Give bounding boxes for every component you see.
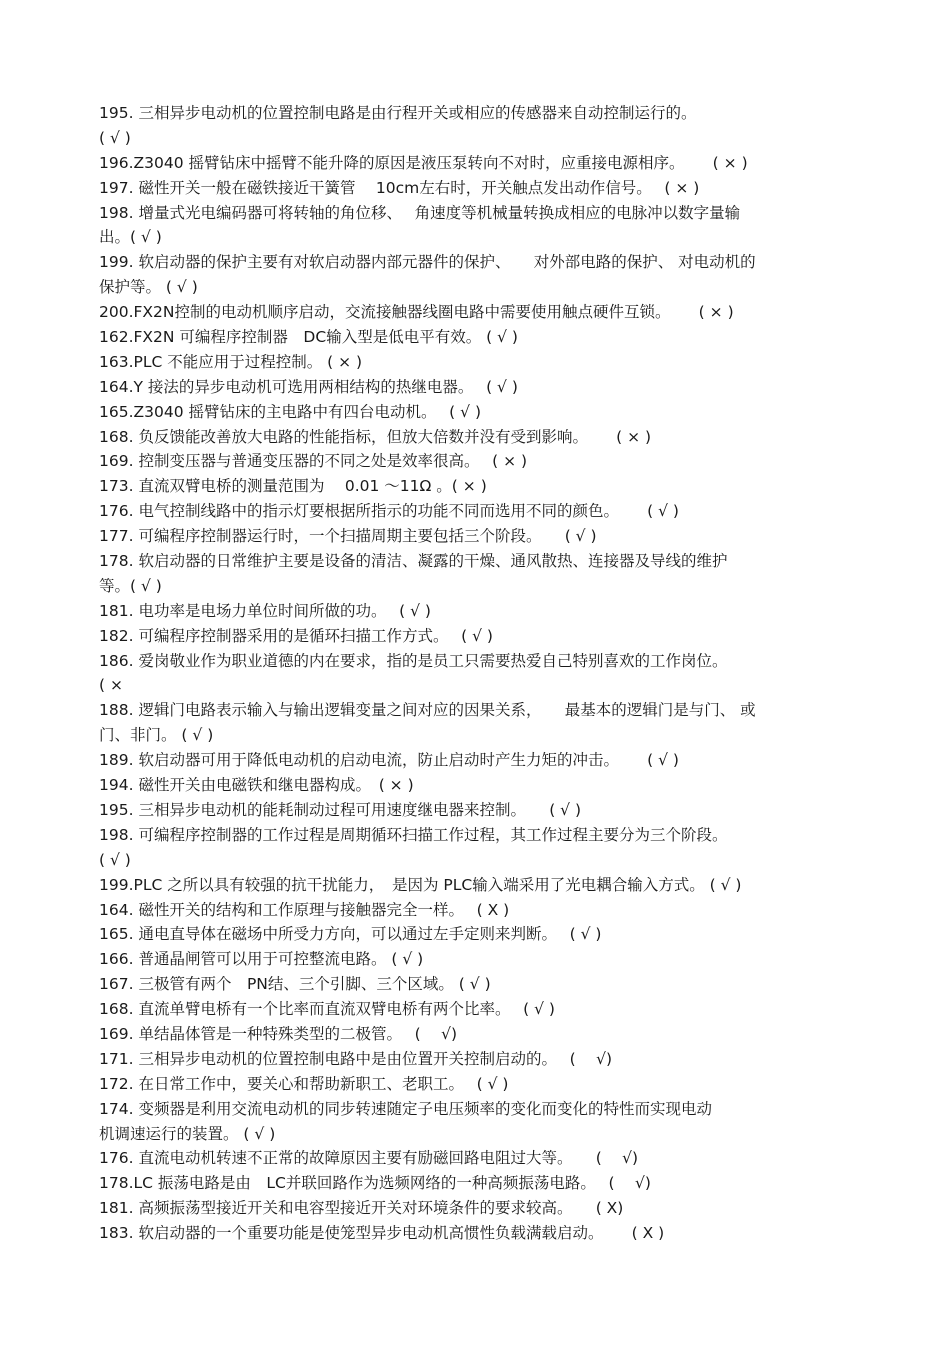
text-line: 199.PLC 之所以具有较强的抗干扰能力， 是因为 PLC输入端采用了光电耦合输入方式。 ( √ )	[99, 875, 742, 894]
text-line: 198. 增量式光电编码器可将转轴的角位移、 角速度等机械量转换成相应的电脉冲以数字量输	[99, 203, 741, 222]
text-line: ( ×	[99, 676, 123, 695]
text-line: 172. 在日常工作中，要关心和帮助新职工、老职工。 ( √ )	[99, 1074, 509, 1093]
text-line: 200.FX2N控制的电动机顺序启动，交流接触器线圈电路中需要使用触点硬件互锁。 ( × )	[99, 303, 734, 322]
text-line: 181. 高频振荡型接近开关和电容型接近开关对环境条件的要求较高。 ( X)	[99, 1199, 624, 1218]
text-line: 出。( √ )	[99, 228, 162, 247]
text-line: 195. 三相异步电动机的位置控制电路是由行程开关或相应的传感器来自动控制运行的。	[99, 104, 697, 122]
text-line: 165.Z3040 摇臂钻床的主电路中有四台电动机。 ( √ )	[99, 402, 482, 421]
text-line: 168. 负反馈能改善放大电路的性能指标，但放大倍数并没有受到影响。 ( × )	[99, 427, 652, 446]
text-line: 199. 软启动器的保护主要有对软启动器内部元器件的保护、 对外部电路的保护、 对电动机的	[99, 253, 756, 272]
text-line: 163.PLC 不能应用于过程控制。 ( × )	[99, 352, 363, 371]
text-line: 186. 爱岗敬业作为职业道德的内在要求，指的是员工只需要热爱自己特别喜欢的工作岗位。	[99, 651, 728, 670]
text-line: 197. 磁性开关一般在磁铁接近干簧管 10cm左右时，开关触点发出动作信号。 ( × )	[99, 178, 700, 197]
text-line: 174. 变频器是利用交流电动机的同步转速随定子电压频率的变化而变化的特性而实现电动	[99, 1099, 712, 1118]
text-line: 196.Z3040 摇臂钻床中摇臂不能升降的原因是液压泵转向不对时，应重接电源相序。 ( × )	[99, 153, 748, 172]
text-line: 门、非门。 ( √ )	[99, 726, 214, 745]
text-line: 171. 三相异步电动机的位置控制电路中是由位置开关控制启动的。 ( √)	[99, 1049, 613, 1068]
text-line: 173. 直流双臂电桥的测量范围为 0.01 ～11Ω 。( × )	[99, 477, 487, 496]
text-line: 182. 可编程序控制器采用的是循环扫描工作方式。 ( √ )	[99, 626, 493, 645]
text-line: 165. 通电直导体在磁场中所受力方向，可以通过左手定则来判断。 ( √ )	[99, 925, 602, 944]
text-line: 198. 可编程序控制器的工作过程是周期循环扫描工作过程，其工作过程主要分为三个阶段。	[99, 825, 728, 844]
text-line: 189. 软启动器可用于降低电动机的启动电流，防止启动时产生力矩的冲击。 ( √ )	[99, 751, 679, 770]
text-line: 等。( √ )	[99, 576, 162, 595]
text-line: 164.Y 接法的异步电动机可选用两相结构的热继电器。 ( √ )	[99, 377, 518, 396]
text-line: ( √ )	[99, 850, 131, 869]
text-line: 168. 直流单臂电桥有一个比率而直流双臂电桥有两个比率。 ( √ )	[99, 1000, 555, 1019]
text-line: 169. 控制变压器与普通变压器的不同之处是效率很高。 ( × )	[99, 452, 528, 471]
text-line: 162.FX2N 可编程序控制器 DC输入型是低电平有效。 ( √ )	[99, 328, 518, 347]
text-line: 195. 三相异步电动机的能耗制动过程可用速度继电器来控制。 ( √ )	[99, 800, 582, 819]
text-line: 167. 三极管有两个 PN结、三个引脚、三个区域。 ( √ )	[99, 975, 491, 994]
text-line: 166. 普通晶闸管可以用于可控整流电路。 ( √ )	[99, 950, 424, 969]
text-line: 177. 可编程序控制器运行时，一个扫描周期主要包括三个阶段。 ( √ )	[99, 527, 597, 546]
text-line: 176. 直流电动机转速不正常的故障原因主要有励磁回路电阻过大等。 ( √)	[99, 1149, 639, 1168]
text-line: 169. 单结晶体管是一种特殊类型的二极管。 ( √)	[99, 1024, 458, 1043]
text-line: 183. 软启动器的一个重要功能是使笼型异步电动机高惯性负载满载启动。 ( X )	[99, 1224, 665, 1243]
text-line: 保护等。 ( √ )	[99, 278, 198, 297]
text-line: 164. 磁性开关的结构和工作原理与接触器完全一样。 ( X )	[99, 900, 510, 919]
text-line: 176. 电气控制线路中的指示灯要根据所指示的功能不同而选用不同的颜色。 ( √ )	[99, 502, 679, 521]
text-line: 181. 电功率是电场力单位时间所做的功。 ( √ )	[99, 601, 431, 620]
text-line: 194. 磁性开关由电磁铁和继电器构成。 ( × )	[99, 776, 414, 795]
question-list	[99, 101, 869, 1246]
text-line: 178. 软启动器的日常维护主要是设备的清洁、凝露的干燥、通风散热、连接器及导线的维护	[99, 552, 728, 571]
text-line: 178.LC 振荡电路是由 LC并联回路作为选频网络的一种高频振荡电路。 ( √)	[99, 1174, 651, 1193]
text-line: 机调速运行的装置。 ( √ )	[99, 1124, 276, 1143]
text-line: ( √ )	[99, 128, 131, 147]
text-line: 188. 逻辑门电路表示输入与输出逻辑变量之间对应的因果关系， 最基本的逻辑门是与门、 或	[99, 701, 756, 720]
